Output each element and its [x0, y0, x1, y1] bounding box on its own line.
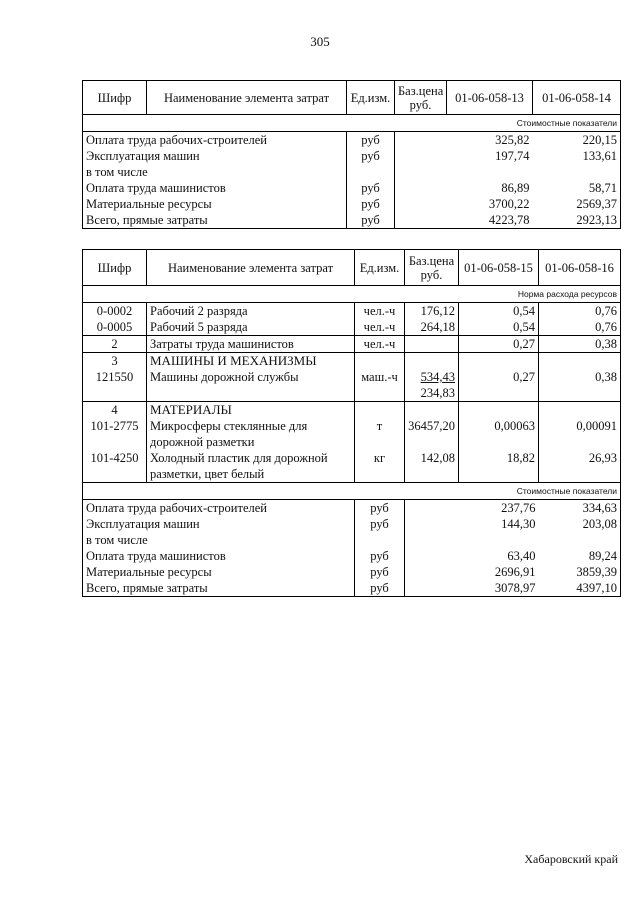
table-row: 2 Затраты труда машинистов чел.-ч 0,27 0,38 — [83, 336, 621, 353]
table-row: Оплата труда машинистов руб 63,40 89,24 — [83, 548, 621, 564]
subheader-costs: Стоимостные показатели — [83, 483, 621, 500]
table-row: Материальные ресурсы руб 3700,22 2569,37 — [83, 196, 621, 212]
table-row: 0-0002 Рабочий 2 разряда чел.-ч 176,12 0,54 0,76 — [83, 303, 621, 320]
header-name: Наименование элемента затрат — [147, 250, 355, 286]
table-row: 101-4250 Холодный пластик для дорожной разметки, цвет белый кг 142,08 18,82 26,93 — [83, 450, 621, 483]
header-base-price: Баз.цена руб. — [395, 81, 447, 115]
header-unit: Ед.изм. — [355, 250, 405, 286]
header-base-price: Баз.цена руб. — [405, 250, 459, 286]
table-row: Эксплуатация машин руб 197,74 133,61 — [83, 148, 621, 164]
table-row: Всего, прямые затраты руб 4223,78 2923,13 — [83, 212, 621, 229]
section-heading: 4 МАТЕРИАЛЫ — [83, 402, 621, 419]
table-row: Оплата труда рабочих-строителей руб 237,76 334,63 — [83, 500, 621, 517]
table-row: Всего, прямые затраты руб 3078,97 4397,10 — [83, 580, 621, 597]
header-col1: 01-06-058-13 — [447, 81, 533, 115]
table-row: Эксплуатация машин руб 144,30 203,08 — [83, 516, 621, 532]
table-row: 0-0005 Рабочий 5 разряда чел.-ч 264,18 0,54 0,76 — [83, 319, 621, 336]
footer-region: Хабаровский край — [524, 852, 618, 866]
table-row: в том числе — [83, 164, 621, 180]
table-row: Оплата труда машинистов руб 86,89 58,71 — [83, 180, 621, 196]
table-row: Оплата труда рабочих-строителей руб 325,82 220,15 — [83, 132, 621, 149]
header-code: Шифр — [83, 81, 147, 115]
table-row: 101-2775 Микросферы стеклянные для дорожной разметки т 36457,20 0,00063 0,00091 — [83, 418, 621, 450]
section-heading: 3 МАШИНЫ И МЕХАНИЗМЫ — [83, 353, 621, 370]
header-unit: Ед.изм. — [347, 81, 395, 115]
cost-table-2 — [82, 249, 621, 597]
header-col2: 01-06-058-14 — [533, 81, 621, 115]
table-row: в том числе — [83, 532, 621, 548]
header-col1: 01-06-058-15 — [459, 250, 539, 286]
header-col2: 01-06-058-16 — [539, 250, 621, 286]
subheader-norms: Норма расхода ресурсов — [83, 286, 621, 303]
table-row: Материальные ресурсы руб 2696,91 3859,39 — [83, 564, 621, 580]
page-number: 305 — [310, 34, 330, 49]
cost-table-1 — [82, 80, 621, 229]
subheader-costs: Стоимостные показатели — [83, 115, 621, 132]
header-name: Наименование элемента затрат — [147, 81, 347, 115]
table-row: 121550 Машины дорожной службы маш.-ч 534,43 234,83 0,27 0,38 — [83, 369, 621, 402]
header-code: Шифр — [83, 250, 147, 286]
